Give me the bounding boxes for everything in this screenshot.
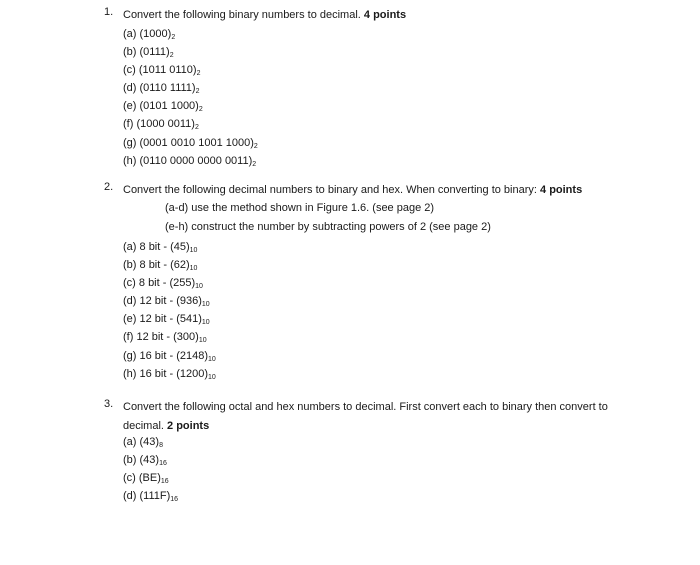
item-base: 10 bbox=[208, 355, 216, 363]
list-item bbox=[123, 61, 258, 79]
item-value: (43) bbox=[139, 454, 160, 467]
item-label: (a) bbox=[123, 241, 137, 253]
item-base: 10 bbox=[201, 319, 210, 327]
list-item bbox=[123, 292, 216, 310]
item-base: 16 bbox=[170, 496, 179, 504]
question-1-text bbox=[123, 6, 643, 25]
item-value: (1000) bbox=[139, 28, 172, 40]
item-value: (43) bbox=[139, 436, 160, 448]
item-value: 12 bit - (300) bbox=[136, 331, 199, 344]
item-value: (BE) bbox=[138, 472, 161, 485]
item-value: 8 bit - (62) bbox=[139, 259, 190, 272]
item-label: (a) bbox=[123, 436, 137, 448]
item-label: (d) bbox=[123, 295, 137, 308]
question-1-number: 1. bbox=[104, 6, 114, 18]
item-base: 2 bbox=[169, 52, 174, 60]
item-base: 2 bbox=[253, 142, 258, 150]
question-2-points: 4 points bbox=[540, 184, 583, 196]
item-base: 2 bbox=[171, 34, 176, 41]
list-item bbox=[123, 328, 216, 346]
question-1-prompt: Convert the following binary numbers to decimal. bbox=[123, 9, 361, 21]
item-label: (g) bbox=[123, 136, 137, 149]
item-value: (0001 0010 1001 1000) bbox=[139, 136, 254, 149]
item-base: 8 bbox=[159, 442, 163, 449]
list-item bbox=[123, 25, 258, 43]
item-label: (c) bbox=[123, 277, 136, 290]
question-2-text bbox=[123, 181, 643, 200]
item-label: (e) bbox=[123, 313, 137, 326]
question-2-prompt: Convert the following decimal numbers to binary and hex. When converting to binary: bbox=[123, 184, 537, 196]
question-3-text bbox=[123, 398, 628, 435]
question-1-points: 4 points bbox=[363, 9, 407, 21]
item-value: (111F) bbox=[139, 490, 171, 503]
list-item bbox=[123, 347, 216, 365]
item-label: (d) bbox=[123, 490, 137, 503]
list-item bbox=[123, 79, 258, 97]
list-item bbox=[123, 469, 178, 487]
item-label: (g) bbox=[123, 349, 137, 362]
item-label: (h) bbox=[123, 367, 137, 380]
item-value: (0111) bbox=[139, 46, 170, 59]
item-value: (0110 1111) bbox=[139, 82, 196, 95]
item-base: 10 bbox=[198, 337, 207, 345]
list-item bbox=[123, 487, 178, 505]
item-label: (h) bbox=[123, 154, 137, 167]
list-item bbox=[123, 134, 258, 152]
question-2-notes bbox=[165, 199, 491, 237]
question-3-prompt: Convert the following octal and hex numbers to decimal. First convert each to binary then convert to decimal. bbox=[123, 401, 608, 432]
list-item bbox=[123, 274, 216, 292]
item-base: 2 bbox=[196, 70, 201, 78]
question-2-items bbox=[123, 238, 216, 383]
item-value: (1000 0011) bbox=[136, 118, 195, 131]
item-base: 2 bbox=[198, 106, 203, 114]
list-item bbox=[123, 115, 258, 133]
item-label: (e) bbox=[123, 100, 137, 113]
item-label: (a) bbox=[123, 28, 137, 40]
item-label: (d) bbox=[123, 82, 137, 95]
question-3-points: 2 points bbox=[167, 419, 210, 432]
item-label: (f) bbox=[123, 331, 134, 344]
item-value: (0101 1000) bbox=[139, 100, 199, 113]
list-item bbox=[123, 256, 216, 274]
item-base: 16 bbox=[160, 478, 169, 486]
note-item: (a-d) use the method shown in Figure 1.6. (see page 2) bbox=[165, 202, 435, 214]
item-value: 16 bit - (1200) bbox=[139, 367, 208, 380]
item-base: 10 bbox=[189, 265, 198, 273]
question-1-items bbox=[123, 25, 258, 170]
note-item: (e-h) construct the number by subtracting powers of 2 (see page 2) bbox=[165, 221, 491, 233]
item-value: 12 bit - (936) bbox=[139, 295, 202, 308]
item-base: 2 bbox=[252, 160, 257, 168]
list-item bbox=[123, 451, 178, 469]
item-label: (b) bbox=[123, 46, 137, 59]
item-value: (0110 0000 0000 0011) bbox=[139, 154, 253, 167]
item-label: (f) bbox=[123, 118, 134, 131]
item-base: 10 bbox=[208, 373, 216, 381]
item-value: 8 bit - (255) bbox=[138, 277, 196, 290]
question-3-items bbox=[123, 433, 178, 505]
item-label: (c) bbox=[123, 472, 136, 485]
item-label: (c) bbox=[123, 64, 136, 77]
item-base: 16 bbox=[159, 460, 167, 468]
item-base: 2 bbox=[195, 88, 200, 96]
item-base: 10 bbox=[195, 283, 203, 291]
item-label: (b) bbox=[123, 454, 137, 467]
list-item bbox=[123, 97, 258, 115]
item-value: 8 bit - (45) bbox=[139, 241, 190, 253]
item-base: 10 bbox=[201, 301, 210, 309]
list-item bbox=[123, 238, 216, 256]
list-item bbox=[123, 365, 216, 383]
item-label: (b) bbox=[123, 259, 137, 272]
item-base: 2 bbox=[194, 124, 199, 132]
list-item bbox=[123, 43, 258, 61]
list-item bbox=[123, 433, 178, 451]
question-2-number: 2. bbox=[104, 181, 114, 193]
item-value: 16 bit - (2148) bbox=[139, 349, 208, 362]
item-value: (1011 0110) bbox=[138, 64, 197, 77]
question-3-number: 3. bbox=[104, 398, 114, 410]
item-base: 10 bbox=[189, 247, 198, 254]
list-item bbox=[123, 310, 216, 328]
list-item bbox=[123, 152, 258, 170]
item-value: 12 bit - (541) bbox=[139, 313, 202, 326]
